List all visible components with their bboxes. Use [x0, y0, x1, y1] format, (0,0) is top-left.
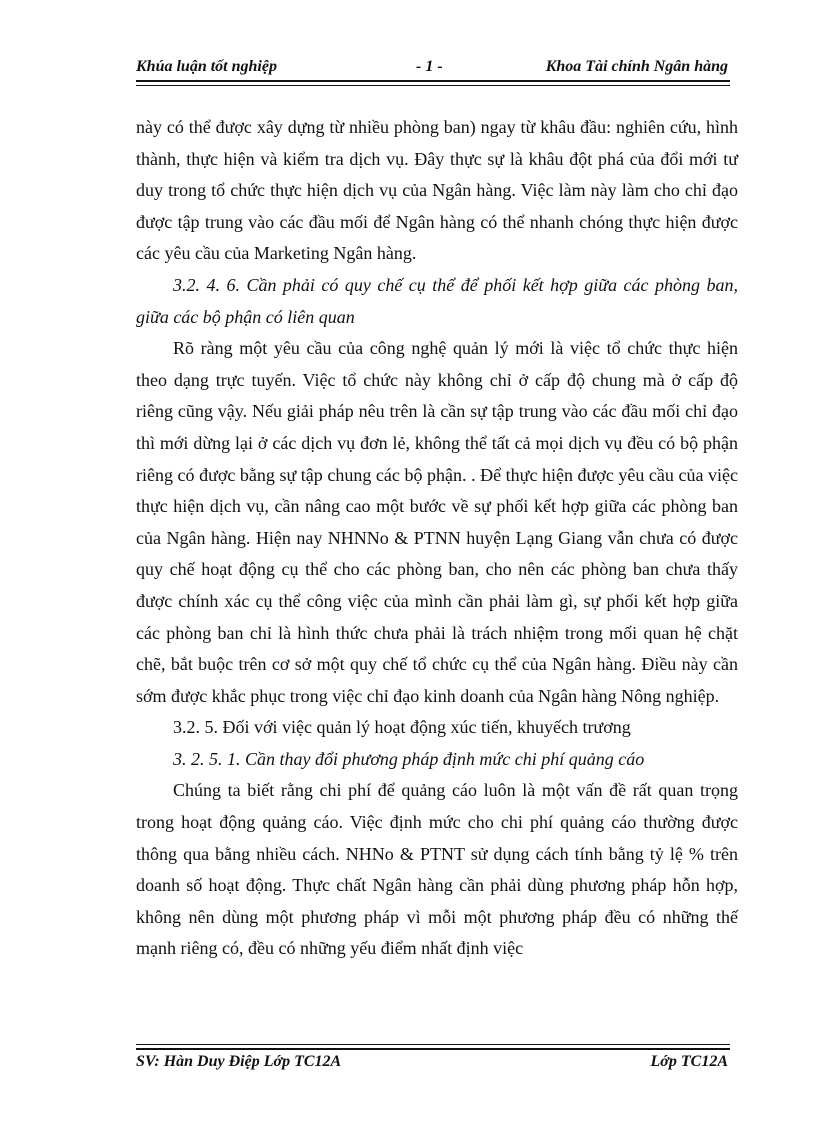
paragraph: Chúng ta biết rằng chi phí để quảng cáo luôn là một vấn đề rất quan trọng trong hoạt động quảng cáo. Việc định mức cho chi phí quảng cáo thường được thông qua bằng nhiều cách. NHNo & PTNT sử dụng cách tính bằng tỷ lệ % trên doanh số hoạt động. Thực chất Ngân hàng cần phải dùng phương pháp hỗn hợp, không nên dùng một phương pháp vì mỗi một phương pháp đều có những thế mạnh riêng có, đều có những yếu điểm nhất định việc — [136, 780, 738, 959]
page-header — [136, 58, 730, 80]
header-faculty: Khoa Tài chính Ngân hàng — [545, 58, 728, 75]
paragraph-continued: này có thể được xây dựng từ nhiều phòng ban) ngay từ khâu đầu: nghiên cứu, hình thành, thực hiện và kiểm tra dịch vụ. Đây thực sự là khâu đột phá của đổi mới tư duy trong tổ chức thực hiện dịch vụ của Ngân hàng. Việc làm này làm cho chỉ đạo được tập trung vào các đầu mối để Ngân hàng có thể nhanh chóng thực hiện được các yêu cầu của Marketing Ngân hàng. — [136, 117, 738, 264]
footer-class: Lớp TC12A — [650, 1053, 728, 1070]
page-number: - 1 - — [416, 58, 443, 75]
footer-rule — [136, 1044, 730, 1050]
header-thesis-title: Khúa luận tốt nghiệp — [136, 58, 277, 75]
paragraph: Rõ ràng một yêu cầu của công nghệ quản lý mới là việc tổ chức thực hiện theo dạng trực tuyến. Việc tổ chức này không chỉ ở cấp độ chung mà ở cấp độ riêng cũng vậy. Nếu giải pháp nêu trên là cần sự tập trung vào các đầu mối chỉ đạo thì mới dừng lại ở các dịch vụ đơn lẻ, không thể tất cả mọi dịch vụ đều có bộ phận riêng có được bằng sự tập chung các bộ phận. . Để thực hiện được yêu cầu của việc thực hiện dịch vụ, cần nâng cao một bước về sự phối kết hợp giữa các phòng ban của Ngân hàng. Hiện nay NHNNo & PTNN huyện Lạng Giang vẫn chưa có được quy chế hoạt động cụ thể cho các phòng ban, cho nên các phòng ban chưa thấy được chính xác cụ thể công việc của mình cần phải làm gì, sự phối kết hợp giữa các phòng ban chỉ là hình thức chưa phải là trách nhiệm trong mối quan hệ chặt chẽ, bắt buộc trên cơ sở một quy chế tổ chức cụ thể của Ngân hàng. Điều này cần sớm được khắc phục trong việc chỉ đạo kinh doanh của Ngân hàng Nông nghiệp. — [136, 338, 738, 706]
section-heading-3-2-5: 3.2. 5. Đối với việc quản lý hoạt động xúc tiến, khuyếch trương — [173, 717, 631, 738]
page-footer — [136, 1053, 730, 1075]
section-heading-3-2-4-6: 3.2. 4. 6. Cần phải có quy chế cụ thể để phối kết hợp giữa các phòng ban, giữa các bộ phận có liên quan — [136, 274, 738, 327]
footer-student: SV: Hàn Duy Điệp Lớp TC12A — [136, 1053, 342, 1070]
section-heading-3-2-5-1: 3. 2. 5. 1. Cần thay đổi phương pháp định mức chi phí quảng cáo — [173, 748, 645, 769]
header-rule — [136, 80, 730, 86]
page-body — [136, 112, 738, 965]
